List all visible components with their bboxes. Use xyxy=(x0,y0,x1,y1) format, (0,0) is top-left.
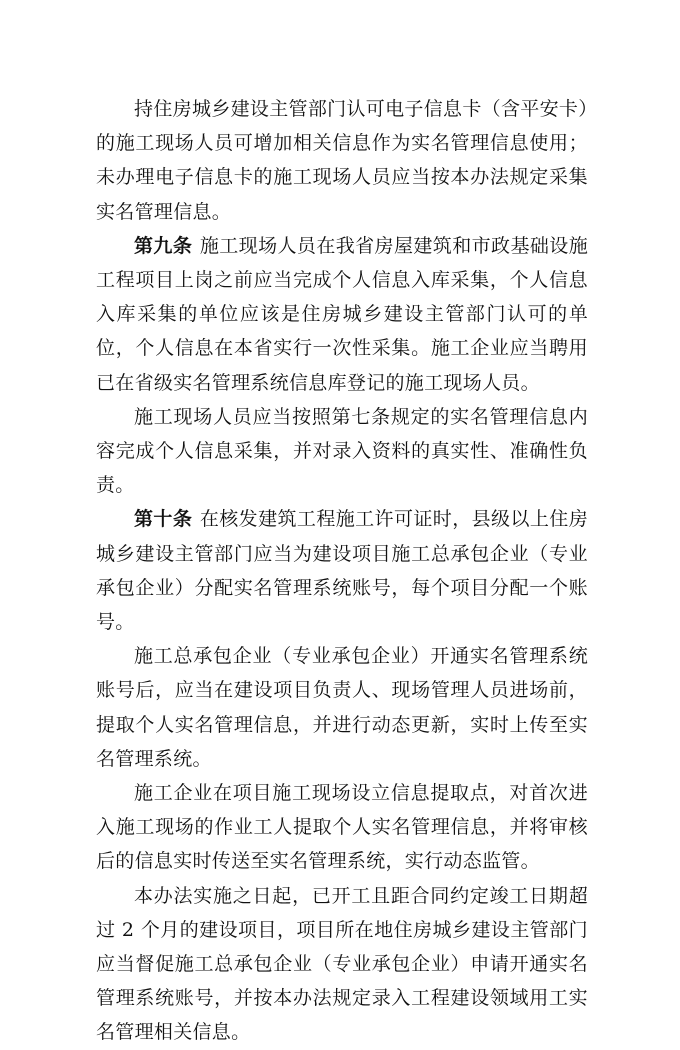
paragraph-text: 施工现场人员在我省房屋建筑和市政基础设施工程项目上岗之前应当完成个人信息入库采集，个人信息入库采集的单位应该是住房城乡建设主管部门认可的单位，个人信息在本省实行一次性采集。施工企业应当聘用已在省级实名管理系统信息库登记的施工现场人员。 xyxy=(96,234,588,394)
paragraph-text: 施工总承包企业（专业承包企业）开通实名管理系统账号后，应当在建设项目负责人、现场管理人员进场前，提取个人实名管理信息，并进行动态更新，实时上传至实名管理系统。 xyxy=(96,645,588,770)
paragraph-text: 施工现场人员应当按照第七条规定的实名管理信息内容完成个人信息采集，并对录入资料的真实性、准确性负责。 xyxy=(96,405,588,497)
paragraph-text: 持住房城乡建设主管部门认可电子信息卡（含平安卡）的施工现场人员可增加相关信息作为实名管理信息使用；未办理电子信息卡的施工现场人员应当按本办法规定采集实名管理信息。 xyxy=(96,98,588,223)
paragraph-3 xyxy=(96,400,588,503)
paragraph-text: 在核发建筑工程施工许可证时，县级以上住房城乡建设主管部门应当为建设项目施工总承包企业（专业承包企业）分配实名管理系统账号，每个项目分配一个账号。 xyxy=(96,508,588,634)
paragraph-7 xyxy=(96,879,588,1050)
paragraph-6 xyxy=(96,776,588,879)
article-number: 第九条 xyxy=(134,234,193,257)
paragraph-text: 施工企业在项目施工现场设立信息提取点，对首次进入施工现场的作业工人提取个人实名管理信息，并将审核后的信息实时传送至实名管理系统，实行动态监管。 xyxy=(96,782,588,873)
article-number: 第十条 xyxy=(134,508,193,531)
paragraph-article-9 xyxy=(96,229,588,400)
document-body xyxy=(96,92,588,1050)
paragraph-text: 本办法实施之日起，已开工且距合同约定竣工日期超过 2 个月的建设项目，项目所在地住房城乡建设主管部门应当督促施工总承包企业（专业承包企业）申请开通实名管理系统账号，并按本办法规定录入工程建设领域用工实名管理相关信息。 xyxy=(96,884,588,1044)
paragraph-5 xyxy=(96,639,588,776)
paragraph-article-10 xyxy=(96,502,588,639)
paragraph-1 xyxy=(96,92,588,229)
